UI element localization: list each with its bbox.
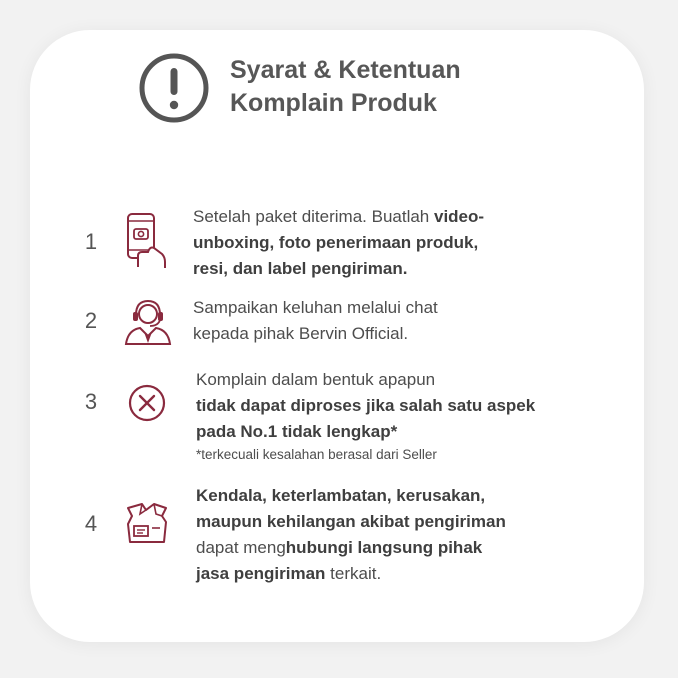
damaged-package-icon — [124, 500, 170, 546]
phone-camera-hand-icon — [124, 212, 170, 270]
step-3-text: Komplain dalam bentuk apapun tidak dapat diproses jika salah satu aspek pada No.1 tidak lengkap* *terkecuali kesalahan berasal dari Seller — [196, 367, 535, 465]
page-title — [230, 54, 461, 120]
step-4-number: 4 — [84, 511, 98, 536]
step-4-text: Kendala, keterlambatan, kerusakan, maupun kehilangan akibat pengiriman dapat menghubungi langsung pihak jasa pengiriman terkait. — [196, 486, 506, 583]
title-line-1: Syarat & Ketentuan — [230, 56, 461, 84]
customer-service-headset-icon — [122, 296, 174, 346]
step-2-text: Sampaikan keluhan melalui chat kepada pihak Bervin Official. — [193, 298, 438, 343]
step-1-text: Setelah paket diterima. Buatlah video- unboxing, foto penerimaan produk, resi, dan label pengiriman. — [193, 207, 485, 278]
x-circle-icon — [127, 383, 167, 423]
step-3-number: 3 — [84, 389, 98, 414]
title-line-2: Komplain Produk — [230, 89, 437, 117]
step-1-number: 1 — [84, 229, 98, 254]
step-3-note: *terkecuali kesalahan berasal dari Seller — [196, 447, 437, 462]
step-2-number: 2 — [84, 308, 98, 333]
exclamation-circle-icon — [138, 52, 210, 124]
